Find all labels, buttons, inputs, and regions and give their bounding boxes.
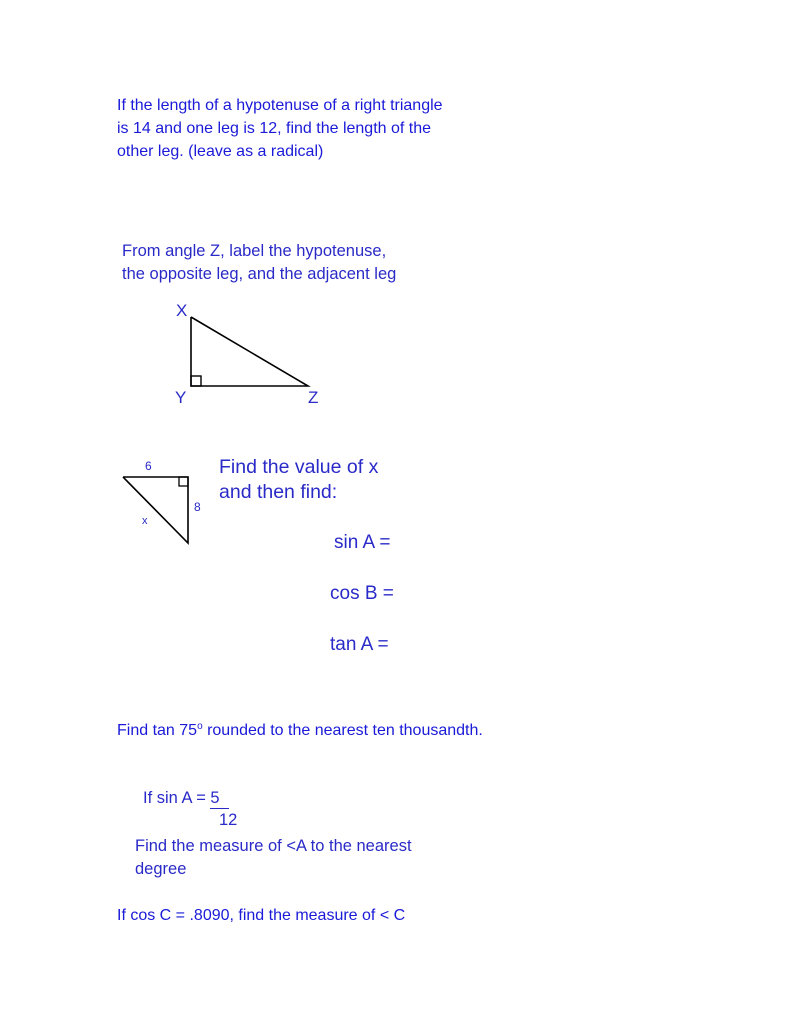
vertex-label-x: X bbox=[176, 301, 188, 320]
question-5-prompt bbox=[135, 835, 412, 881]
question-1 bbox=[117, 94, 443, 163]
question-3-prompt bbox=[219, 455, 378, 505]
triangle-6-8-x-outline bbox=[123, 477, 188, 543]
vertex-label-y: Y bbox=[175, 388, 187, 407]
question-1-line-3: other leg. (leave as a radical) bbox=[117, 143, 324, 160]
question-2-line-1: From angle Z, label the hypotenuse, bbox=[122, 242, 387, 260]
side-label-x: x bbox=[142, 515, 148, 527]
question-1-line-2: is 14 and one leg is 12, find the length of the bbox=[117, 120, 432, 137]
question-4-text-before: Find tan 75 bbox=[117, 722, 198, 739]
question-4 bbox=[117, 721, 483, 740]
question-2 bbox=[122, 240, 396, 286]
triangle-xyz-outline bbox=[191, 317, 308, 386]
degree-superscript: o bbox=[197, 721, 203, 732]
question-5-line-1: Find the measure of <A to the nearest bbox=[135, 837, 412, 855]
side-label-8: 8 bbox=[194, 500, 201, 514]
fraction-numerator: 5 bbox=[210, 789, 228, 809]
vertex-label-z: Z bbox=[308, 388, 319, 407]
question-5-line-2: degree bbox=[135, 860, 187, 878]
sin-a-prompt: sin A = bbox=[334, 532, 391, 553]
tan-a-prompt: tan A = bbox=[330, 634, 389, 655]
question-3-line-1: Find the value of x bbox=[219, 456, 379, 478]
question-1-line-1: If the length of a hypotenuse of a right triangle bbox=[117, 97, 443, 114]
question-3-line-2: and then find: bbox=[219, 481, 338, 503]
question-5-fraction-line bbox=[143, 789, 229, 809]
question-6: If cos C = .8090, find the measure of < C bbox=[117, 907, 406, 924]
triangle-xyz-diagram bbox=[160, 295, 340, 410]
fraction-denominator: 12 bbox=[219, 811, 238, 829]
question-5-prefix: If sin A = bbox=[143, 789, 211, 807]
triangle-6-8-x-diagram bbox=[115, 455, 215, 550]
question-4-text-after: rounded to the nearest ten thousandth. bbox=[202, 722, 483, 739]
side-label-6: 6 bbox=[145, 459, 152, 473]
right-angle-marker bbox=[179, 477, 188, 486]
right-angle-marker-y bbox=[191, 376, 201, 386]
cos-b-prompt: cos B = bbox=[330, 583, 394, 604]
question-2-line-2: the opposite leg, and the adjacent leg bbox=[122, 265, 397, 283]
